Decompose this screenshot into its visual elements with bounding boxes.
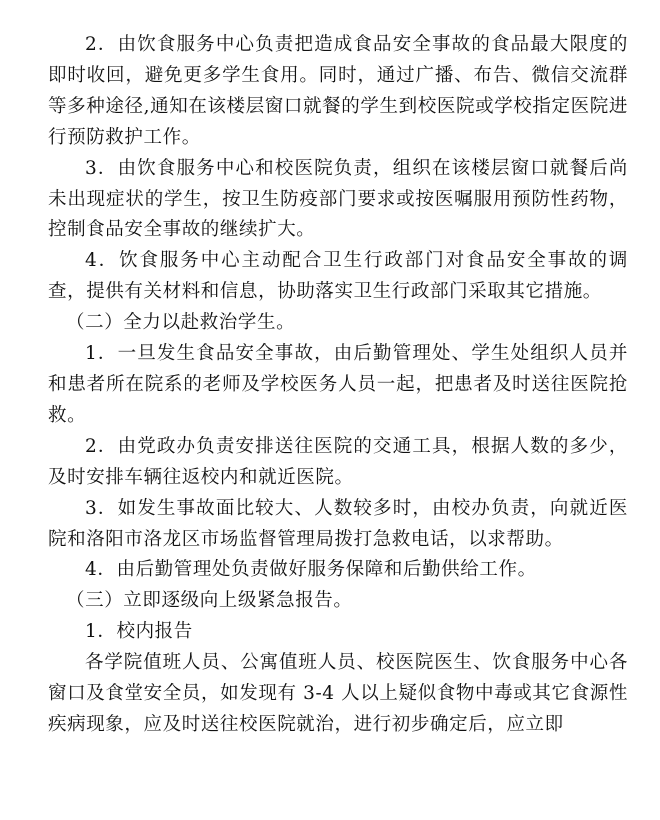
paragraph-recall-food: 2．由饮食服务中心负责把造成食品安全事故的食品最大限度的即时收回，避免更多学生食用。同时，通过广播、布告、微信交流群等多种途径,通知在该楼层窗口就餐的学生到校医院或学校指定医院进行预防救护工作。	[48, 34, 628, 148]
paragraph-send-to-hospital: 1．一旦发生食品安全事故，由后勤管理处、学生处组织人员并和患者所在院系的老师及学校医务人员一起，把患者及时送往医院抢救。	[48, 343, 628, 426]
paragraph-transport-arrangement: 2．由党政办负责安排送往医院的交通工具，根据人数的多少，及时安排车辆往返校内和就近医院。	[48, 435, 628, 488]
paragraph-preventive-medication: 3．由饮食服务中心和校医院负责，组织在该楼层窗口就餐后尚未出现症状的学生，按卫生防疫部门要求或按医嘱服用预防性药物，控制食品安全事故的继续扩大。	[48, 157, 628, 241]
document-body	[48, 30, 628, 741]
paragraph-logistics-support: 4．由后勤管理处负责做好服务保障和后勤供给工作。	[85, 559, 537, 581]
section-heading-emergency-report: （三）立即逐级向上级紧急报告。	[66, 590, 353, 612]
paragraph-cooperate-investigation: 4．饮食服务中心主动配合卫生行政部门对食品安全事故的调查，提供有关材料和信息，协助落实卫生行政部门采取其它措施。	[48, 250, 628, 303]
paragraph-internal-report-detail: 各学院值班人员、公寓值班人员、校医院医生、饮食服务中心各窗口及食堂安全员，如发现有 3-4 人以上疑似食物中毒或其它食源性疾病现象，应及时送往校医院就治，进行初步确定后，应立即	[48, 652, 628, 735]
paragraph-emergency-call: 3．如发生事故面比较大、人数较多时，由校办负责，向就近医院和洛阳市洛龙区市场监督管理局拨打急救电话，以求帮助。	[48, 497, 628, 550]
section-heading-treat-students: （二）全力以赴救治学生。	[66, 312, 296, 334]
subheading-internal-report: 1．校内报告	[85, 621, 193, 643]
